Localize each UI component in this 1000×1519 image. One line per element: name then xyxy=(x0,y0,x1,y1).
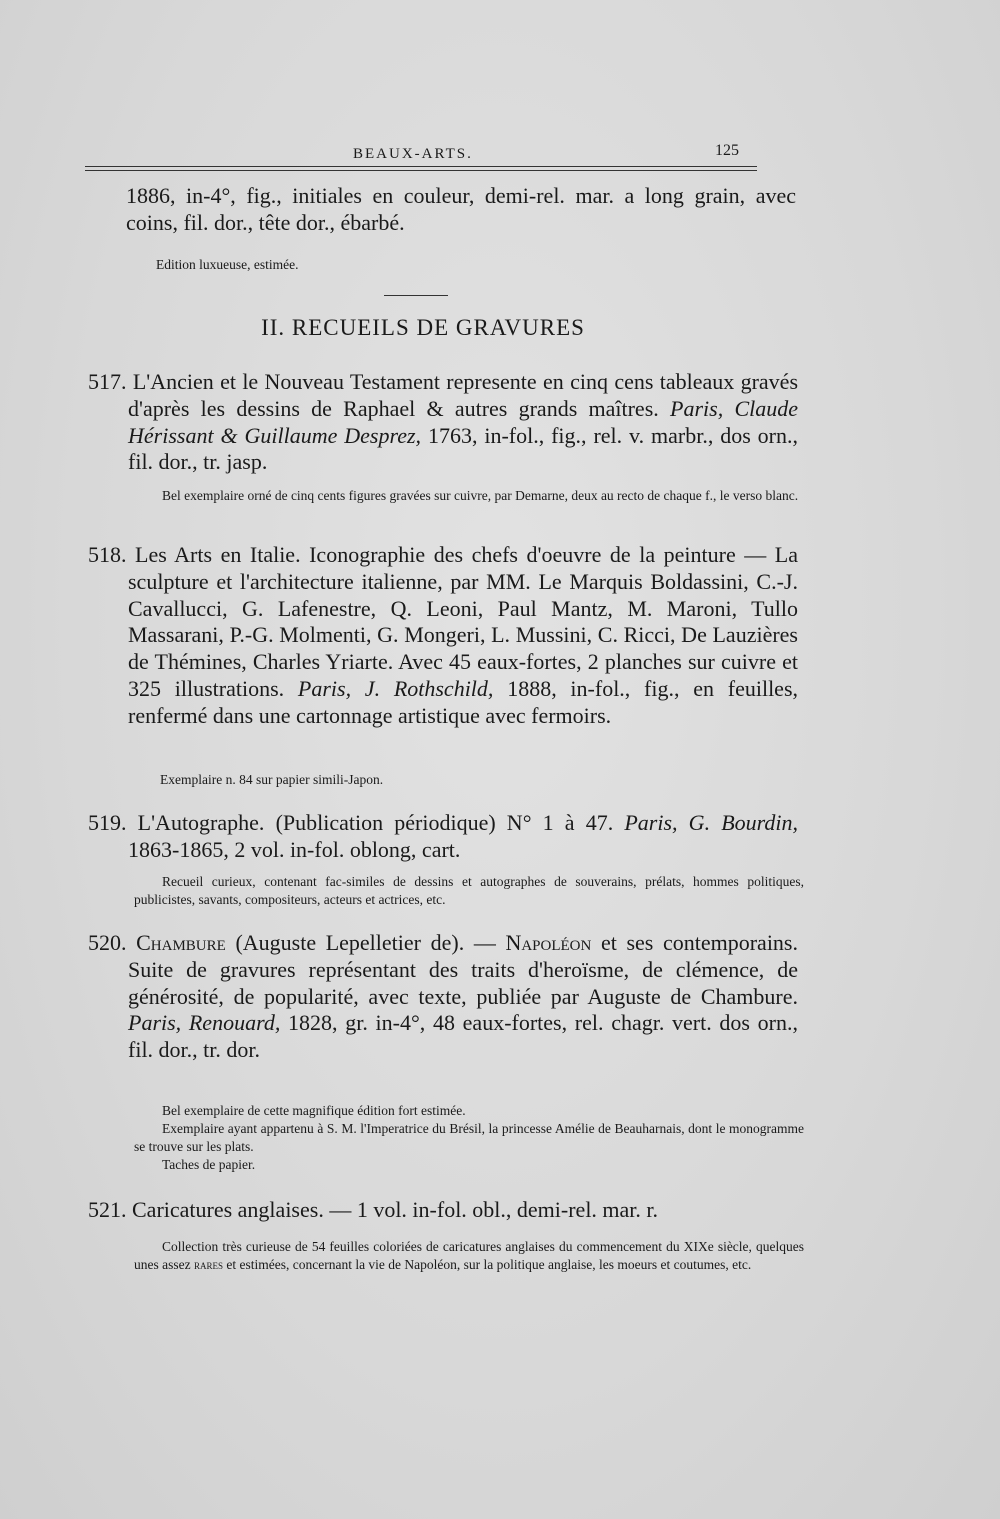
entry-note-text: Exemplaire ayant appartenu à S. M. l'Imperatrice du Brésil, la princesse Amélie de Beauharnais, dont le monogramme se trouve sur les plats. xyxy=(134,1121,804,1154)
entry-details: 1888, in-fol., fig., en feuilles, renfermé dans une cartonnage artistique avec fermoirs. xyxy=(128,675,799,728)
continuation-note xyxy=(88,256,826,274)
entry-imprint: Paris, G. Bourdin, xyxy=(624,810,799,835)
entry-details: 1763, in-fol., fig., rel. v. marbr., dos orn., fil. dor., tr. jasp. xyxy=(128,422,799,475)
entry-author: Chambure xyxy=(136,930,226,955)
entry-note-text: Collection très curieuse de 54 feuilles coloriées de caricatures anglaises du commencement du XIXe siècle, quelques unes assez xyxy=(134,1239,804,1272)
entry-details: 1828, gr. in-4°, 48 eaux-fortes, rel. chagr. vert. dos orn., fil. dor., tr. dor. xyxy=(128,1010,799,1063)
entry-518 xyxy=(88,542,798,730)
entry-number: 517. xyxy=(88,369,127,394)
continuation-body: 1886, in-4°, fig., initiales en couleur, demi-rel. mar. a long grain, avec coins, fil. dor., tête dor., ébarbé. xyxy=(126,183,796,235)
entry-imprint: Paris, Renouard, xyxy=(128,1010,281,1036)
entry-520-notes xyxy=(88,1102,808,1174)
entry-518-note xyxy=(88,771,830,789)
running-title: BEAUX-ARTS. xyxy=(353,146,473,162)
entry-number: 521. xyxy=(88,1197,127,1222)
entry-517 xyxy=(88,369,798,476)
entry-note-text: Exemplaire n. 84 sur papier simili-Japon. xyxy=(160,772,384,787)
entry-519 xyxy=(88,810,798,864)
entry-number: 520. xyxy=(88,930,127,955)
entry-author-rest: (Auguste Lepelletier de). — xyxy=(235,930,496,955)
entry-520 xyxy=(88,930,798,1064)
entry-title: Caricatures anglaises. — 1 vol. in-fol. obl., demi-rel. mar. r. xyxy=(132,1197,659,1222)
entry-note-text: Recueil curieux, contenant fac-similes de dessins et autographes de souverains, prélats, hommes politiques, publicistes, savants, compositeurs, acteurs et actrices, etc. xyxy=(134,874,804,907)
entry-title: L'Autographe. (Publication périodique) N° 1 à 47. xyxy=(137,810,614,835)
entry-519-note xyxy=(88,873,808,909)
running-head xyxy=(85,138,757,172)
section-title: II. RECUEILS DE GRAVURES xyxy=(261,315,585,340)
header-rule xyxy=(85,166,757,171)
entry-imprint: Paris, Claude Hérissant & Guillaume Desprez, xyxy=(128,395,798,448)
page-number: 125 xyxy=(715,142,739,159)
entry-number: 519. xyxy=(88,810,127,835)
entry-note-text-rest: et estimées, concernant la vie de Napoléon, sur la politique anglaise, les moeurs et coutumes, etc. xyxy=(226,1257,752,1272)
entry-number: 518. xyxy=(88,542,127,567)
continuation-text xyxy=(88,183,796,237)
entry-subject: Napoléon xyxy=(505,930,592,955)
entry-note-text: Bel exemplaire orné de cinq cents figures gravées sur cuivre, par Demarne, deux au recto de chaque f., le verso blanc. xyxy=(162,488,799,503)
entry-details: 1863-1865, 2 vol. in-fol. oblong, cart. xyxy=(128,836,461,862)
entry-note-text: Taches de papier. xyxy=(162,1157,256,1172)
entry-521-note xyxy=(88,1238,808,1274)
entry-note-text: Bel exemplaire de cette magnifique édition fort estimée. xyxy=(162,1103,466,1118)
section-divider xyxy=(384,295,448,296)
entry-521 xyxy=(88,1197,798,1224)
entry-title: Les Arts en Italie. Iconographie des chefs d'oeuvre de la peinture — La sculpture et l'architecture italienne, par MM. Le Marquis Boldassini, C.-J. Cavallucci, G. Lafenestre, Q. Leoni, Paul Mantz, M. Maroni, Tullo Massarani, P.-G. Molmenti, G. Mongeri, L. Mussini, C. Ricci, De Lauzières de Thémines, Charles Yriarte. Avec 45 eaux-fortes, 2 planches sur cuivre et 325 illustrations. xyxy=(128,542,798,701)
entry-title: L'Ancien et le Nouveau Testament represente en cinq cens tableaux gravés d'après les dessins de Raphael & autres grands maîtres. xyxy=(128,369,799,421)
entry-imprint: Paris, J. Rothschild, xyxy=(297,675,494,701)
entry-title: et ses contemporains. Suite de gravures représentant des traits d'heroïsme, de clémence, de générosité, de popularité, avec texte, publiée par Auguste de Chambure. xyxy=(128,930,798,1009)
entry-note-emphasis: rares xyxy=(193,1257,223,1272)
entry-517-note xyxy=(88,487,808,505)
continuation-note-text: Edition luxueuse, estimée. xyxy=(156,257,299,272)
